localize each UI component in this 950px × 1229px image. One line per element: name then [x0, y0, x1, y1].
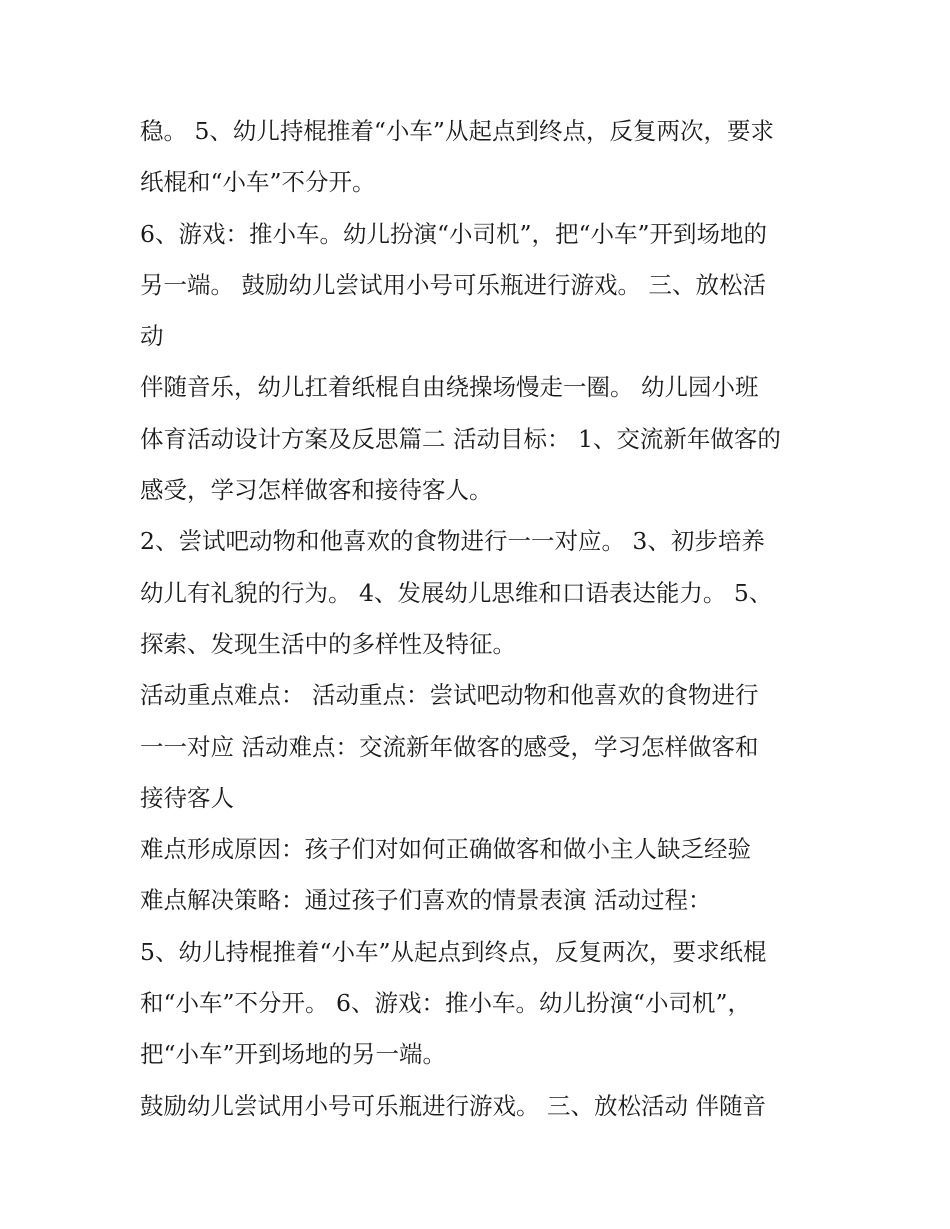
text-line: 幼儿有礼貌的行为。 4、发展幼儿思维和口语表达能力。 5、 — [140, 578, 773, 607]
text-line: 一一对应 活动难点：交流新年做客的感受，学习怎样做客和 — [140, 732, 759, 761]
text-line: 6、游戏：推小车。幼儿扮演“小司机”，把“小车”开到场地的 — [140, 219, 768, 248]
text-line: 5、幼儿持棍推着“小车”从起点到终点，反复两次，要求纸棍 — [140, 937, 767, 966]
text-line: 探索、发现生活中的多样性及特征。 — [140, 629, 516, 658]
text-line: 和“小车”不分开。 6、游戏：推小车。幼儿扮演“小司机”， — [140, 989, 751, 1018]
text-line: 活动重点难点： 活动重点：尝试吧动物和他喜欢的食物进行 — [140, 681, 759, 710]
text-line: 难点形成原因：孩子们对如何正确做客和做小主人缺乏经验 — [140, 835, 751, 864]
text-line: 鼓励幼儿尝试用小号可乐瓶进行游戏。 三、放松活动 伴随音 — [140, 1091, 766, 1120]
text-line: 难点解决策略：通过孩子们喜欢的情景表演 活动过程： — [140, 886, 712, 915]
text-line: 把“小车”开到场地的另一端。 — [140, 1040, 447, 1069]
text-line: 另一端。 鼓励幼儿尝试用小号可乐瓶进行游戏。 三、放松活 — [140, 270, 766, 299]
text-line: 伴随音乐，幼儿扛着纸棍自由绕操场慢走一圈。 幼儿园小班 — [140, 373, 759, 402]
text-line: 接待客人 — [140, 783, 234, 812]
text-line: 动 — [140, 322, 164, 351]
text-line: 纸棍和“小车”不分开。 — [140, 168, 376, 197]
text-line: 感受，学习怎样做客和接待客人。 — [140, 476, 493, 505]
document-body — [140, 106, 820, 1132]
text-line: 稳。 5、幼儿持棍推着“小车”从起点到终点，反复两次，要求 — [140, 117, 774, 145]
text-line: 体育活动设计方案及反思篇二 活动目标： 1、交流新年做客的 — [140, 424, 781, 453]
text-line: 2、尝试吧动物和他喜欢的食物进行一一对应。 3、初步培养 — [140, 527, 765, 556]
